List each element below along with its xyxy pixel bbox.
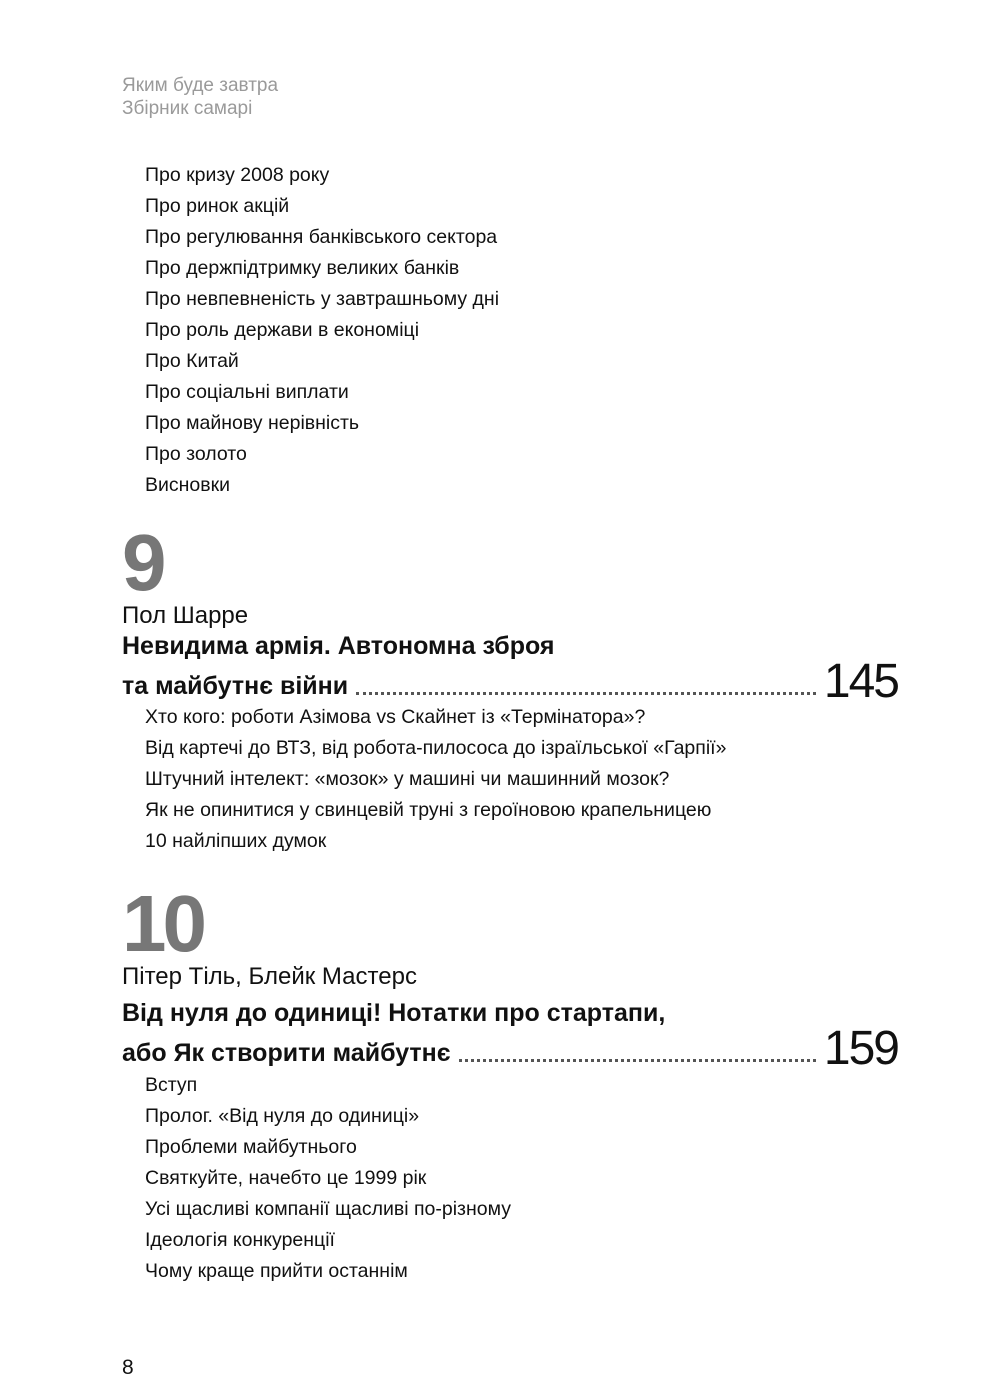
chapter-author: Пітер Тіль, Блейк Мастерс (122, 963, 417, 990)
list-item: Як не опинитися у свинцевій труні з героїновою крапельницею (145, 799, 712, 821)
chapter-title[interactable] (122, 631, 898, 708)
dot-leader (356, 692, 816, 695)
list-item: Про роль держави в економіці (145, 319, 420, 341)
chapter-number: 9 (122, 518, 163, 607)
list-item: Про держпідтримку великих банків (145, 257, 460, 279)
list-item: Про золото (145, 443, 247, 465)
list-item: Ідеологія конкуренції (145, 1229, 335, 1251)
title-line: та майбутнє війни (122, 672, 349, 700)
prev-chapter-sections (145, 160, 499, 501)
list-item: Про Китай (145, 350, 239, 372)
list-item: Вступ (145, 1074, 198, 1096)
page-number: 8 (122, 1356, 134, 1379)
list-item: Проблеми майбутнього (145, 1136, 357, 1158)
list-item: Від картечі до ВТЗ, від робота-пилососа до ізраїльської «Гарпії» (145, 737, 727, 759)
list-item: 10 найліпших думок (145, 830, 327, 852)
chapter-9 (122, 518, 898, 708)
book-subtitle: Збірник самарі (122, 98, 253, 119)
chapter-title[interactable] (122, 998, 898, 1075)
dot-leader (459, 1059, 816, 1062)
list-item: Про ринок акцій (145, 195, 290, 217)
page-ref: 159 (823, 1022, 898, 1075)
list-item: Хто кого: роботи Азімова vs Скайнет із «Термінатора»? (145, 706, 646, 728)
list-item: Про кризу 2008 року (145, 164, 330, 186)
title-line: Від нуля до одиниці! Нотатки про стартапи, (122, 999, 666, 1027)
chapter-number: 10 (122, 879, 203, 968)
chapter-author: Пол Шарре (122, 602, 249, 629)
list-item: Чому краще прийти останнім (145, 1260, 408, 1282)
list-item: Пролог. «Від нуля до одиниці» (145, 1105, 420, 1127)
title-line: або Як створити майбутнє (122, 1039, 451, 1067)
list-item: Усі щасливі компанії щасливі по-різному (145, 1198, 511, 1220)
list-item: Про регулювання банківського сектора (145, 226, 498, 248)
list-item: Святкуйте, начебто це 1999 рік (145, 1167, 427, 1189)
running-header (122, 74, 278, 120)
list-item: Про соціальні виплати (145, 381, 349, 403)
list-item: Про майнову нерівність (145, 412, 360, 434)
page-ref: 145 (823, 655, 898, 708)
book-title: Яким буде завтра (122, 75, 279, 96)
list-item: Про невпевненість у завтрашньому дні (145, 288, 500, 310)
chapter-9-sections (145, 702, 726, 857)
list-item: Штучний інтелект: «мозок» у машині чи машинний мозок? (145, 768, 670, 790)
chapter-10-sections (145, 1070, 511, 1287)
title-line: Невидима армія. Автономна зброя (122, 632, 555, 660)
list-item: Висновки (145, 474, 231, 496)
chapter-10 (122, 879, 898, 1075)
